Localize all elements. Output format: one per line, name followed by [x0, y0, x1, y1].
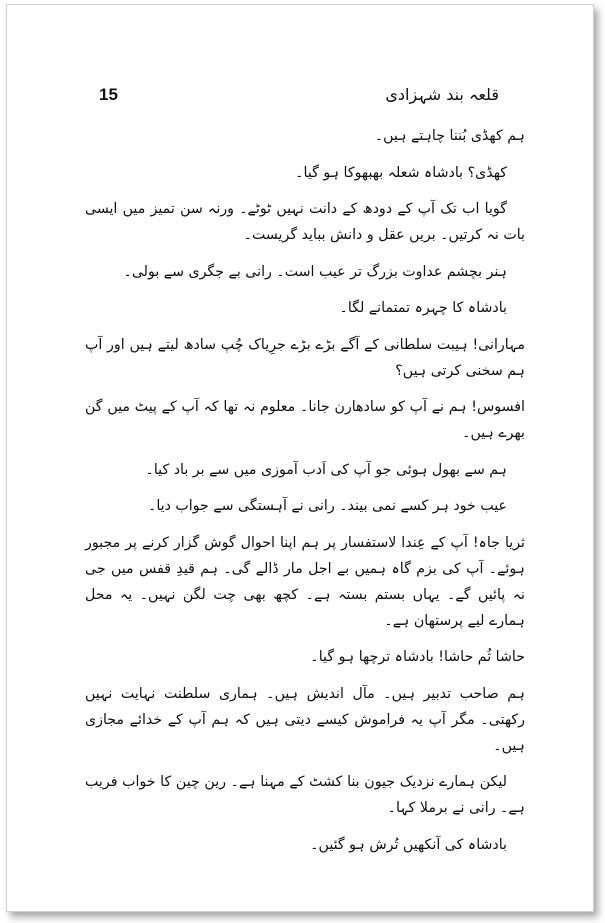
paragraph: گویا اب تک آپ کے دودھ کے دانت نہیں ٹوٹے۔ ورنہ سن تمیز میں ایسی بات نہ کرتیں۔ بریں عقل و دانش بباید گریست۔: [85, 201, 525, 243]
paragraph: ہم کھڈی بُننا چاہتے ہیں۔: [374, 128, 525, 144]
page-body: [85, 123, 525, 868]
paragraph: افسوس! ہم نے آپ کو سادھارن جانا۔ معلوم نہ تھا کہ آپ کے پیٹ میں گن بھرے ہیں۔: [85, 399, 525, 441]
running-title: قلعہ بند شہزادی: [385, 85, 499, 104]
paragraph: ہنر بچشم عداوت بزرگ تر عیب است۔ رانی بے جگری سے بولی۔: [123, 263, 507, 280]
paragraph: ہم صاحب تدبیر ہیں۔ مآل اندیش ہیں۔ ہماری سلطنت نہایت نہیں رکھتی۔ مگر آپ یہ فراموش کیسے دیتی ہیں کہ ہم آپ کے خدائے مجازی ہیں۔: [85, 685, 525, 754]
paragraph: ثریا جاہ! آپ کے عِندا لاستفسار پر ہم اپنا احوال گوش گزار کرنے پر مجبور ہوئے۔ آپ کی بزم گاہ ہمیں بے اجل مار ڈالے گی۔ ہم قیدِ قفس میں جی نہ پائیں گے۔ یہاں بستم بستہ ہے۔ کچھ بھی چت لگن نہیں۔ یہ محل ہمارے لیے پرستھان ہے۔: [85, 534, 525, 629]
paragraph: حاشا ثُم حاشا! بادشاہ ترچھا ہو گیا۔: [310, 649, 525, 665]
paragraph: لیکن ہمارے نزدیک جیون بنا کشٹ کے مہنا ہے۔ رین چین کا خواب فریب ہے۔ رانی نے برملا کہا۔: [85, 774, 525, 816]
paragraph: بادشاہ کی آنکھیں تُرش ہو گئیں۔: [310, 836, 507, 853]
paragraph: مہارانی! ہیبت سلطانی کے آگے بڑے بڑے جرِیاک چُپ سادھ لیتے ہیں اور آپ ہم سخنی کرتی ہیں؟: [85, 336, 525, 379]
paragraph: کھڈی؟ بادشاہ شعلہ بھبھوکا ہو گیا۔: [295, 164, 507, 181]
book-page: [6, 4, 594, 912]
paragraph: ہم سے بھول ہوئی جو آپ کی اَدب آموزی میں سے بر باد کیا۔: [145, 461, 507, 478]
page-number: 15: [99, 85, 118, 104]
paragraph: بادشاہ کا چہرہ تمتمانے لگا۔: [339, 300, 507, 316]
paragraph: عیب خود ہر کسے نمی بیند۔ رانی نے آہستگی سے جواب دیا۔: [148, 498, 507, 514]
